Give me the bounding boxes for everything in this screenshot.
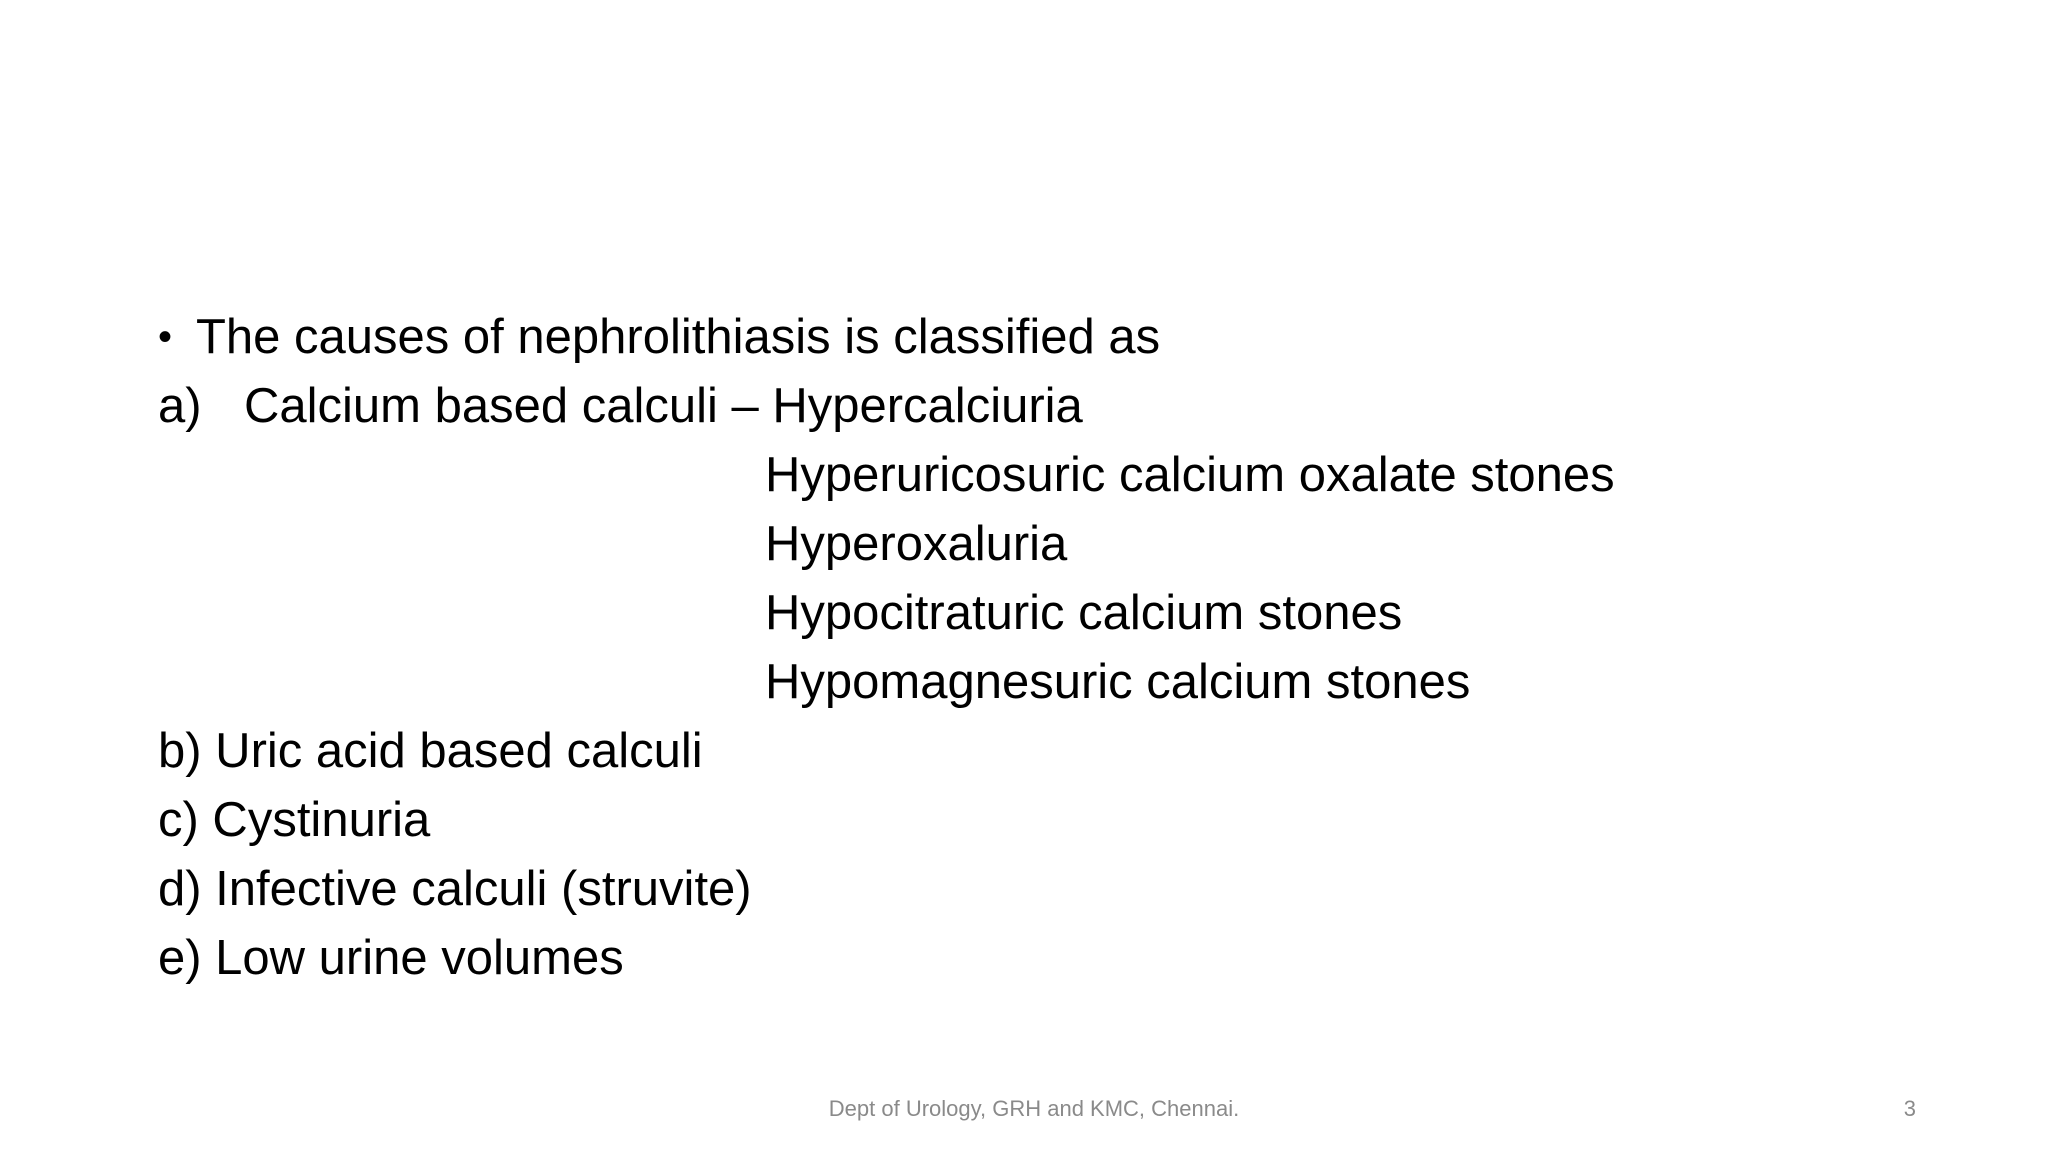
footer-text: Dept of Urology, GRH and KMC, Chennai. [828, 1096, 1240, 1121]
list-marker-a: a) [158, 379, 202, 433]
sub-item-text: Hypocitraturic calcium stones [765, 586, 1403, 640]
list-item-c [158, 786, 1615, 855]
sub-item-hypomagnesuric [158, 648, 1615, 717]
sub-item-hyperuricosuric [158, 441, 1615, 510]
list-item-a-text: Calcium based calculi – Hypercalciuria [244, 379, 1083, 433]
list-item-e-text: e) Low urine volumes [158, 931, 624, 985]
bullet-icon: • [158, 315, 173, 359]
list-item-d [158, 855, 1615, 924]
sub-item-hypocitraturic [158, 579, 1615, 648]
slide-body [158, 303, 1615, 993]
list-item-b [158, 717, 1615, 786]
list-item-d-text: d) Infective calculi (struvite) [158, 862, 752, 916]
list-item-e [158, 924, 1615, 993]
list-item-a [158, 372, 1615, 441]
list-item-c-text: c) Cystinuria [158, 793, 431, 847]
intro-text: The causes of nephrolithiasis is classified as [196, 310, 1161, 364]
intro-bullet [158, 303, 1615, 372]
list-item-b-text: b) Uric acid based calculi [158, 724, 703, 778]
sub-item-text: Hypomagnesuric calcium stones [765, 655, 1471, 709]
slide-number: 3 [1903, 1096, 1916, 1121]
sub-item-text: Hyperoxaluria [765, 517, 1068, 571]
sub-item-hyperoxaluria [158, 510, 1615, 579]
sub-item-text: Hyperuricosuric calcium oxalate stones [765, 448, 1615, 502]
